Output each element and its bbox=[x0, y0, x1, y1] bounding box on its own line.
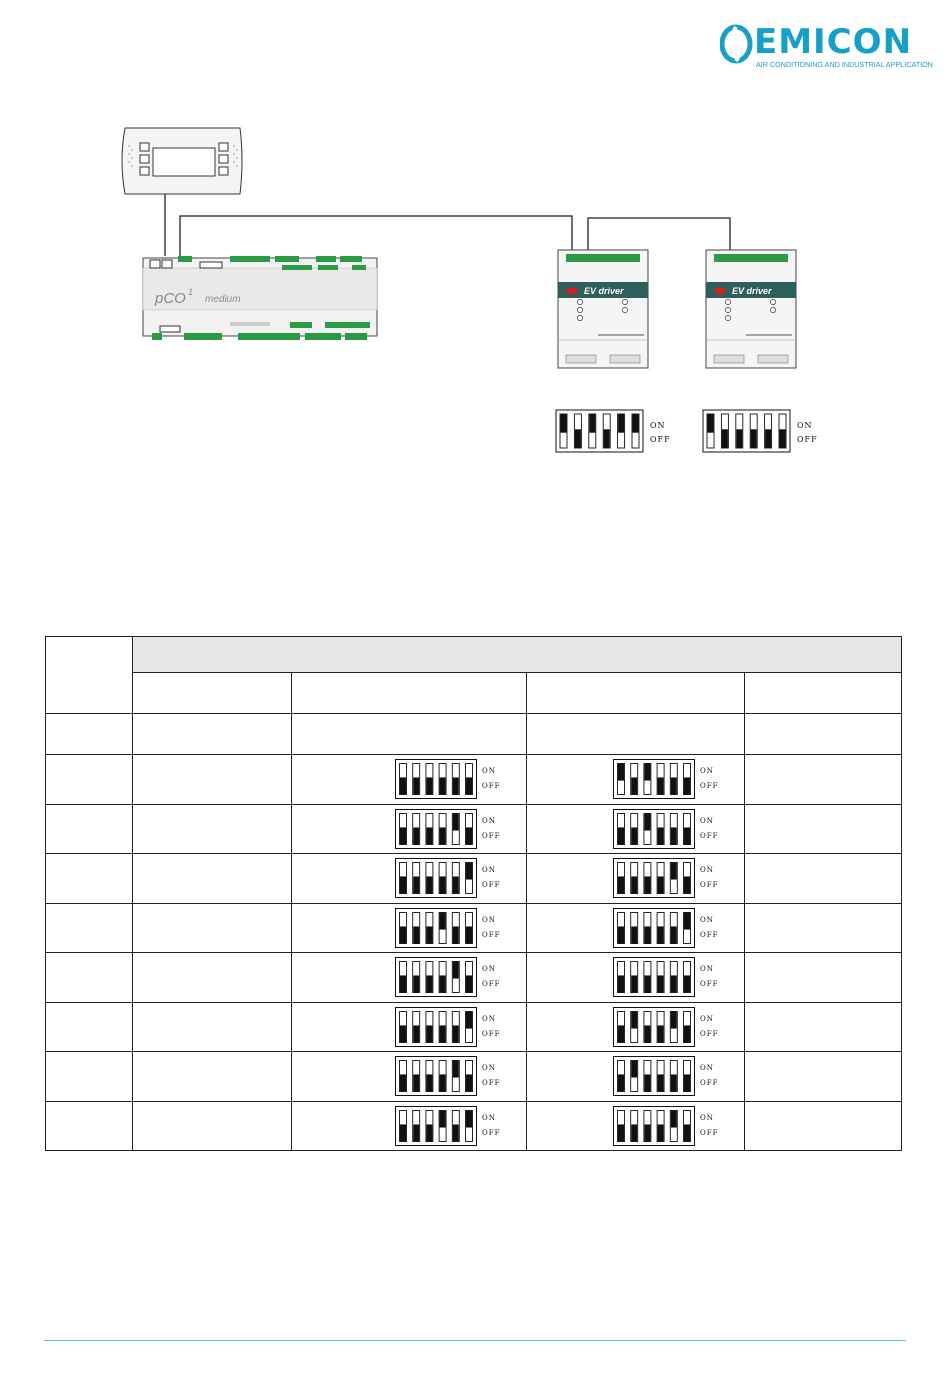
header-cell bbox=[745, 673, 902, 714]
dip-switch-group bbox=[396, 908, 477, 947]
table-row bbox=[46, 903, 902, 953]
controller-subtitle: medium bbox=[205, 294, 241, 305]
dip-on-label: ON bbox=[482, 816, 496, 825]
table-cell bbox=[745, 804, 902, 854]
dip-switch-block bbox=[395, 858, 477, 898]
dip-cell bbox=[292, 1002, 527, 1052]
dip-on-label: ON bbox=[700, 1064, 714, 1073]
dip-cell bbox=[292, 854, 527, 904]
table-cell bbox=[745, 1002, 902, 1052]
table-cell bbox=[745, 1052, 902, 1102]
dip-off-label: OFF bbox=[700, 782, 719, 791]
dip-off-label: OFF bbox=[482, 831, 501, 840]
dip-cell bbox=[292, 804, 527, 854]
header-cell-group bbox=[133, 637, 902, 673]
table-cell bbox=[133, 1002, 292, 1052]
status-led-icon bbox=[725, 307, 730, 312]
dip-off-label: OFF bbox=[700, 1029, 719, 1038]
dip-on-label: ON bbox=[700, 767, 714, 776]
dip-switch-group bbox=[614, 908, 695, 947]
driver-1-dip bbox=[556, 410, 643, 452]
dip-on-label: ON bbox=[482, 1113, 496, 1122]
dip-switch-block bbox=[395, 1007, 477, 1047]
dip-on-label: ON bbox=[700, 816, 714, 825]
dip-switch-group bbox=[396, 1106, 477, 1145]
table-cell bbox=[133, 1052, 292, 1102]
header-cell-blank bbox=[46, 637, 133, 714]
dip-switch-group bbox=[614, 1057, 695, 1096]
dip-switch-group bbox=[614, 1106, 695, 1145]
table-row bbox=[46, 1052, 902, 1102]
dip-on-label: ON bbox=[482, 1014, 496, 1023]
dip-cell bbox=[527, 1052, 745, 1102]
table-cell bbox=[46, 1052, 133, 1102]
connection-lines bbox=[165, 194, 730, 256]
table-cell bbox=[292, 714, 527, 755]
dip-off-label: OFF bbox=[482, 930, 501, 939]
dip-on-label: ON bbox=[650, 421, 666, 430]
controller-label: pCO bbox=[155, 290, 186, 307]
dip-off-label: OFF bbox=[482, 782, 501, 791]
status-led-icon bbox=[577, 299, 582, 304]
table-cell bbox=[46, 953, 133, 1003]
dip-cell bbox=[292, 1052, 527, 1102]
dip-on-label: ON bbox=[482, 965, 496, 974]
dip-on-label: ON bbox=[482, 1064, 496, 1073]
logo-text: EMICON bbox=[754, 22, 913, 62]
dip-cell bbox=[527, 903, 745, 953]
table-cell bbox=[745, 953, 902, 1003]
wiring-diagram bbox=[0, 0, 950, 470]
dip-off-label: OFF bbox=[700, 930, 719, 939]
table-cell bbox=[745, 714, 902, 755]
controller-superscript: 1 bbox=[188, 287, 194, 297]
driver-title: EV driver bbox=[732, 286, 772, 296]
table-cell bbox=[133, 953, 292, 1003]
dip-on-label: ON bbox=[482, 915, 496, 924]
table-cell bbox=[133, 714, 292, 755]
ev-driver-2 bbox=[706, 250, 796, 368]
table-row bbox=[46, 1002, 902, 1052]
dip-switch-block bbox=[395, 1106, 477, 1146]
ev-drivers bbox=[558, 250, 796, 368]
driver-title: EV driver bbox=[584, 286, 624, 296]
logo-tagline: AIR CONDITIONING AND INDUSTRIAL APPLICATION bbox=[756, 60, 933, 69]
dip-switch-block bbox=[613, 1056, 695, 1096]
table-cell bbox=[133, 755, 292, 805]
dip-cell bbox=[527, 953, 745, 1003]
dip-on-label: ON bbox=[482, 866, 496, 875]
dip-off-label: OFF bbox=[700, 831, 719, 840]
dip-switch-block bbox=[613, 759, 695, 799]
table-cell bbox=[133, 903, 292, 953]
dip-off-label: OFF bbox=[482, 881, 501, 890]
dip-switch-group bbox=[396, 1057, 477, 1096]
dip-switch-group bbox=[396, 809, 477, 848]
dip-cell bbox=[292, 953, 527, 1003]
driver-2-dip bbox=[703, 410, 790, 452]
status-led-icon bbox=[622, 299, 627, 304]
dip-on-label: ON bbox=[700, 965, 714, 974]
diagram-dip-switches bbox=[556, 410, 818, 452]
table-cell bbox=[46, 1101, 133, 1151]
header-cell bbox=[292, 673, 527, 714]
dip-cell bbox=[292, 755, 527, 805]
dip-switch-group bbox=[614, 1007, 695, 1046]
table-cell bbox=[527, 714, 745, 755]
table-cell bbox=[46, 903, 133, 953]
dip-switch-group bbox=[396, 859, 477, 898]
dip-cell bbox=[292, 1101, 527, 1151]
table-row bbox=[46, 804, 902, 854]
status-led-icon bbox=[622, 307, 627, 312]
dip-off-label: OFF bbox=[700, 881, 719, 890]
dip-switch-block bbox=[395, 809, 477, 849]
dip-off-label: OFF bbox=[700, 1128, 719, 1137]
dip-off-label: OFF bbox=[700, 980, 719, 989]
table-cell bbox=[46, 1002, 133, 1052]
dip-switch-block bbox=[395, 759, 477, 799]
address-table bbox=[45, 636, 902, 1151]
dip-switch-group bbox=[614, 809, 695, 848]
dip-cell bbox=[527, 755, 745, 805]
dip-on-label: ON bbox=[700, 1113, 714, 1122]
table-row bbox=[46, 854, 902, 904]
dip-switch-block bbox=[613, 1106, 695, 1146]
terminal-display bbox=[122, 128, 242, 194]
dip-off-label: OFF bbox=[482, 1029, 501, 1038]
dip-switch-block bbox=[613, 1007, 695, 1047]
dip-off-label: OFF bbox=[700, 1079, 719, 1088]
header-cell bbox=[527, 673, 745, 714]
dip-off-label: OFF bbox=[482, 1128, 501, 1137]
status-led-icon bbox=[577, 307, 582, 312]
table-cell bbox=[46, 804, 133, 854]
table-row bbox=[46, 953, 902, 1003]
dip-on-label: ON bbox=[700, 866, 714, 875]
table-row bbox=[46, 1101, 902, 1151]
status-led-icon bbox=[770, 299, 775, 304]
dip-off-label: OFF bbox=[650, 435, 671, 444]
dip-switch-block bbox=[395, 1056, 477, 1096]
dip-cell bbox=[527, 1002, 745, 1052]
dip-on-label: ON bbox=[700, 1014, 714, 1023]
table-cell bbox=[745, 1101, 902, 1151]
table-row bbox=[46, 755, 902, 805]
status-led-icon bbox=[577, 315, 582, 320]
dip-cell bbox=[292, 903, 527, 953]
ev-driver-1 bbox=[558, 250, 648, 368]
dip-switch-group bbox=[614, 958, 695, 997]
status-led-icon bbox=[770, 307, 775, 312]
dip-switch-group bbox=[614, 859, 695, 898]
pco-controller bbox=[143, 256, 377, 340]
dip-switch-block bbox=[613, 908, 695, 948]
table-cell bbox=[745, 755, 902, 805]
dip-switch-group bbox=[396, 760, 477, 799]
dip-switch-group bbox=[396, 958, 477, 997]
status-led-icon bbox=[725, 299, 730, 304]
dip-off-label: OFF bbox=[482, 1079, 501, 1088]
table-cell bbox=[46, 755, 133, 805]
table-cell bbox=[46, 714, 133, 755]
dip-on-label: ON bbox=[482, 767, 496, 776]
dip-cell bbox=[527, 854, 745, 904]
dip-off-label: OFF bbox=[482, 980, 501, 989]
dip-switch-group bbox=[396, 1007, 477, 1046]
dip-off-label: OFF bbox=[797, 435, 818, 444]
dip-switch-block bbox=[395, 957, 477, 997]
dip-on-label: ON bbox=[700, 915, 714, 924]
table-cell bbox=[133, 1101, 292, 1151]
dip-cell bbox=[527, 1101, 745, 1151]
header-cell bbox=[133, 673, 292, 714]
dip-switch-block bbox=[395, 908, 477, 948]
dip-cell bbox=[527, 804, 745, 854]
dip-on-label: ON bbox=[797, 421, 813, 430]
dip-switch-block bbox=[613, 858, 695, 898]
table-cell bbox=[46, 854, 133, 904]
status-led-icon bbox=[725, 315, 730, 320]
table-cell bbox=[745, 854, 902, 904]
dip-switch-group bbox=[614, 760, 695, 799]
table-cell bbox=[745, 903, 902, 953]
table-cell bbox=[133, 804, 292, 854]
dip-switch-block bbox=[613, 957, 695, 997]
table-cell bbox=[133, 854, 292, 904]
footer-divider bbox=[44, 1340, 906, 1341]
dip-switch-block bbox=[613, 809, 695, 849]
